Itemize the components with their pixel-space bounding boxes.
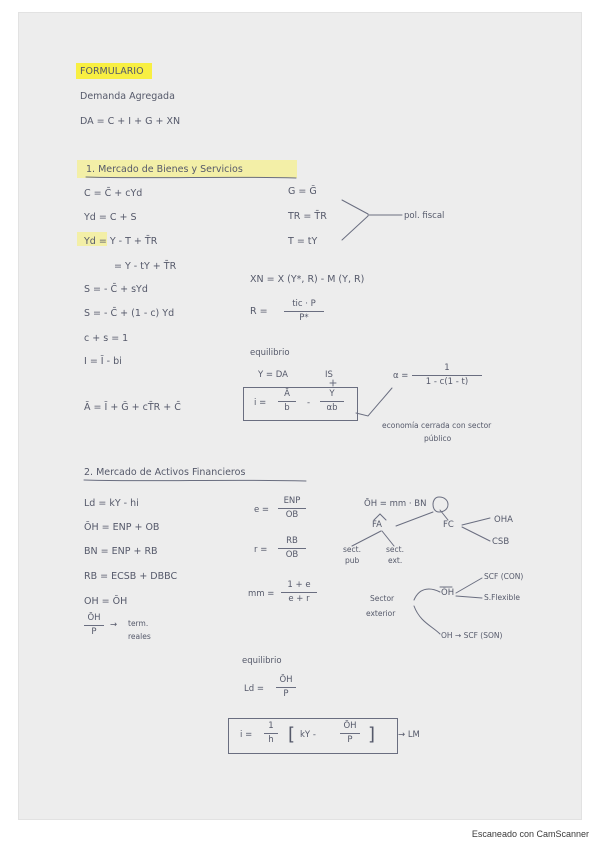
oh-mm-bn: ŌH = mm · BN [364,499,427,509]
section2-underline [84,480,306,481]
s2-left-eq: RB = ECSB + DBBC [84,571,178,582]
ld-lhs: Ld = [244,684,264,694]
r2-den: OB [285,549,299,560]
alpha-lhs: α = [393,371,409,381]
equilibrium-label-2: equilibrio [242,656,282,666]
s1-left-eq: = Y - tY + T̄R [114,261,177,272]
s1-left-eq: C = C̄ + cYd [84,188,143,199]
s1-left-eq: S = - C̄ + sYd [84,284,148,295]
ld-num: ŌH [279,675,293,685]
oh-scf-son: OH → SCF (SON) [441,631,503,640]
oha-node: OHA [494,515,513,525]
e-den: OB [285,509,299,520]
sect-pub-2: pub [345,556,360,565]
equilibrium-label: equilibrio [250,348,290,358]
s1-right-eq: TR = T̄R [288,211,327,222]
e-lhs: e = [254,505,270,515]
bn-circle [433,497,448,512]
csb-node: CSB [492,537,510,547]
closed-economy-note: economía cerrada con sector [382,421,492,430]
r-numerator: tic · P [292,299,316,309]
lm-label: → LM [398,730,420,740]
alpha-num: 1 [444,363,450,373]
s2-left-eq: Ld = kY - hi [84,498,139,509]
lm-bracket-open: [ [288,724,296,745]
fa-caret [374,514,386,520]
real-terms-note: term. [128,619,149,628]
r-denominator: P* [299,312,309,323]
scf-con: SCF (CON) [484,572,524,581]
ld-den: P [283,688,289,699]
s1-left-eq: Ā = Ī + Ḡ + cT̄R + C̄ [84,402,181,413]
lm-i-lhs: i = [240,730,253,740]
is-i-lhs: i = [254,398,267,408]
section2-heading: 2. Mercado de Activos Financieros [84,467,246,478]
lm-oh-den: P [347,734,353,745]
s1-left-eq: c + s = 1 [84,333,129,344]
s2-left-eq: OH = ŌH [84,596,128,607]
sector-exterior-2: exterior [366,609,396,618]
s1-left-eq: I = Ī - bi [84,356,122,367]
mm-lhs: mm = [248,589,275,599]
subtitle: Demanda Agregada [80,91,175,102]
fiscal-bracket [342,200,402,240]
s1-right-eq: T = tY [288,236,318,247]
r2-num: RB [286,536,298,546]
real-terms-note-2: reales [128,632,151,641]
s1-left-eq: Yd = Y - T + T̄R [84,236,158,247]
is-note-pointer [356,388,392,416]
page-title: FORMULARIO [80,66,144,77]
section1-underline [86,177,296,178]
r2-lhs: r = [254,545,268,555]
s1-right-eq: G = Ḡ [288,186,317,197]
fc-branches [462,518,490,541]
s1-left-eq: Yd = C + S [84,212,137,223]
sector-exterior: Sector [370,594,395,603]
s1-left-eq: S = - C̄ + (1 - c) Yd [84,308,175,319]
scanner-watermark: Escaneado con CamScanner [471,829,589,839]
real-terms-arrow: → [110,620,118,630]
is-frac-y-den: αb [326,402,338,413]
is-frac-y-num: Y [329,389,335,399]
sect-ext: sect. [386,545,404,554]
is-minus: - [307,398,311,408]
oh-bar-node: ŌH [441,588,455,598]
y-equals-da: Y = DA [258,370,288,380]
is-frac-a-den: b [284,402,290,413]
s2-left-eq: BN = ENP + RB [84,546,158,557]
fiscal-policy-label: pol. fiscal [404,211,445,221]
oh-p-den: P [91,626,97,637]
e-num: ENP [283,496,301,506]
r-lhs: R = [250,306,268,317]
lm-bracket-close: ] [368,724,376,745]
sect-ext-2: ext. [388,556,403,565]
oh-bar-branches [456,578,482,598]
mm-num: 1 + e [287,580,311,590]
fa-branches [352,531,394,546]
alpha-den: 1 - c(1 - t) [425,376,469,387]
mm-den: e + r [288,593,310,604]
xn-equation: XN = X (Y*, R) - M (Y, R) [250,274,365,285]
sect-pub: sect. [343,545,361,554]
fc-node: FC [443,520,454,530]
is-marker [330,380,336,386]
lm-oh-num: ŌH [343,721,357,731]
is-label: IS [325,370,333,380]
lm-ky: kY - [300,730,316,740]
section1-heading: 1. Mercado de Bienes y Servicios [86,164,243,175]
lm-den: h [268,734,274,745]
closed-economy-note-2: público [424,434,452,443]
lm-num: 1 [268,721,274,731]
s-flexible: S.Flexible [484,593,521,602]
is-frac-a-num: Ā [284,389,290,399]
da-equation: DA = C + I + G + XN [80,116,181,127]
sector-exterior-branches [414,589,440,634]
fa-node: FA [372,520,382,530]
oh-p-num: ŌH [87,613,101,623]
s2-left-eq: ŌH = ENP + OB [84,522,160,533]
